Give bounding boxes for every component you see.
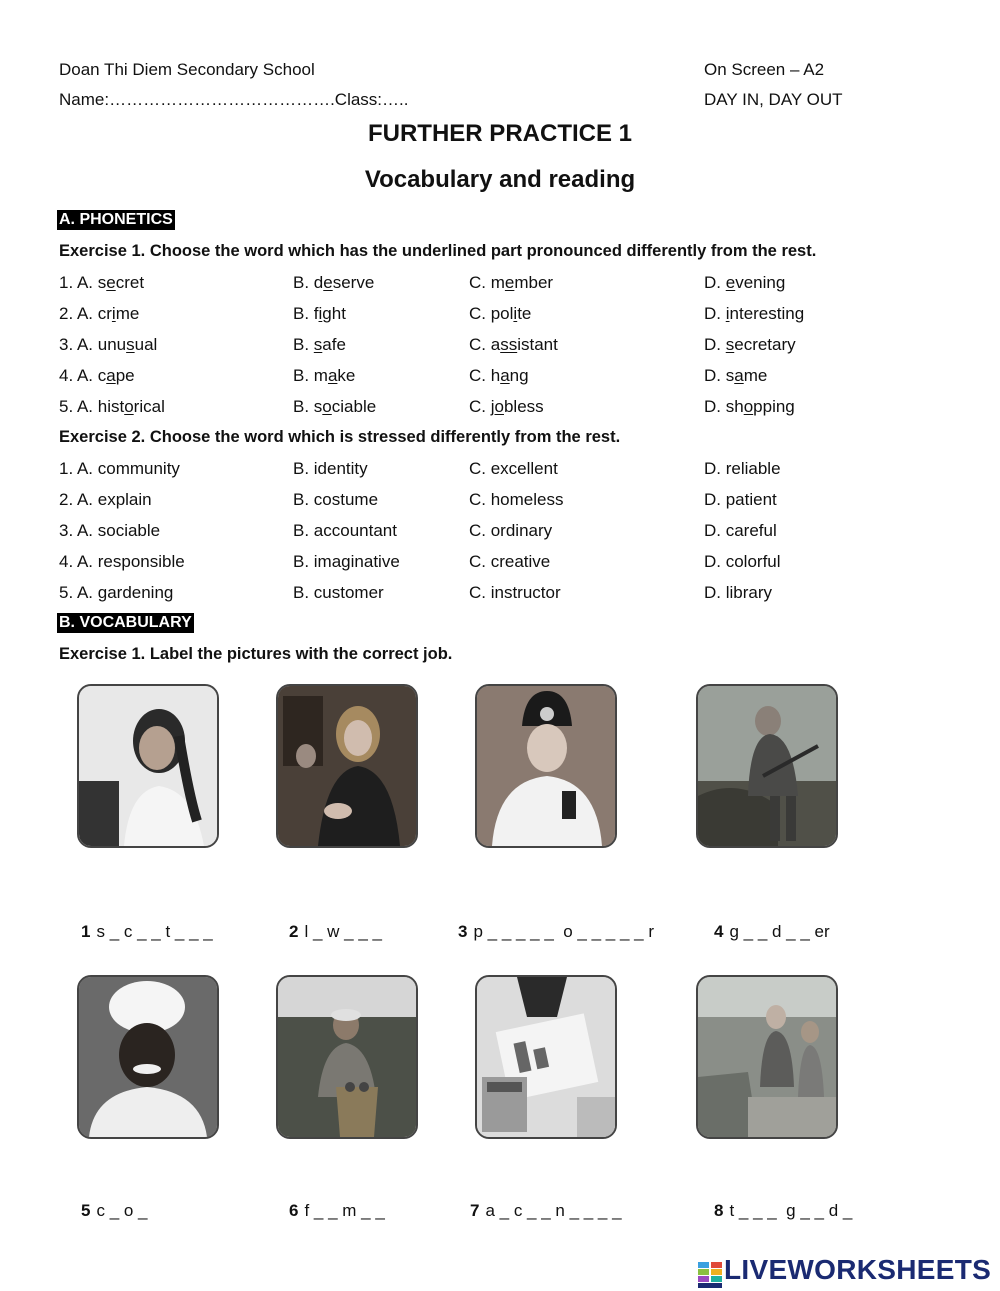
unit-name: DAY IN, DAY OUT — [704, 90, 843, 109]
lawyer-photo — [276, 684, 418, 848]
ex2-q3-option-a: 3. A. sociable — [59, 521, 161, 540]
ex1-q5-option-a: 5. A. historical — [59, 397, 165, 416]
ex1-q1-option-a: 1. A. secret — [59, 273, 145, 292]
ex2-q2-option-d: D. patient — [704, 490, 777, 509]
job-label-4: 4 g _ _ d _ _ er — [714, 922, 830, 941]
ex1-q3-option-b: B. safe — [293, 335, 346, 354]
ex1-q2-option-d: D. interesting — [704, 304, 805, 323]
ex1-q1-option-d: D. evening — [704, 273, 786, 292]
ex2-q5-option-b: B. customer — [293, 583, 384, 602]
exercise2-instruction: Exercise 2. Choose the word which is stressed differently from the rest. — [59, 428, 621, 446]
job-label-6: 6 f _ _ m _ _ — [289, 1201, 385, 1220]
ex1-q1-option-c: C. member — [469, 273, 554, 292]
ex1-q2-option-c: C. polite — [469, 304, 532, 323]
name-class-line: Name:………………………………….Class:….. — [59, 90, 409, 109]
ex2-q3-option-d: D. careful — [704, 521, 777, 540]
ex2-q4-option-d: D. colorful — [704, 552, 781, 571]
exercise1-instruction: Exercise 1. Choose the word which has the underlined part pronounced differently from the rest. — [59, 242, 817, 260]
job-label-8: 8 t _ _ _ g _ _ d _ — [714, 1201, 853, 1220]
ex1-q4-option-d: D. same — [704, 366, 768, 385]
liveworksheets-logo-text: LIVEWORKSHEETS — [724, 1254, 992, 1285]
section-vocabulary-heading: B. VOCABULARY — [59, 614, 192, 631]
ex1-q3-option-a: 3. A. unusual — [59, 335, 158, 354]
ex2-q4-option-b: B. imaginative — [293, 552, 400, 571]
ex1-q5-option-b: B. sociable — [293, 397, 377, 416]
section-phonetics-heading: A. PHONETICS — [59, 211, 173, 228]
ex1-q4-option-b: B. make — [293, 366, 356, 385]
ex2-q3-option-b: B. accountant — [293, 521, 397, 540]
job-label-7: 7 a _ c _ _ n _ _ _ _ — [470, 1201, 622, 1220]
ex1-q5-option-d: D. shopping — [704, 397, 795, 416]
gardener-photo — [696, 684, 838, 848]
ex1-q4-option-a: 4. A. cape — [59, 366, 135, 385]
accountant-photo — [475, 975, 617, 1139]
ex2-q2-option-b: B. costume — [293, 490, 379, 509]
cook-photo — [77, 975, 219, 1139]
ex2-q1-option-c: C. excellent — [469, 459, 558, 478]
ex2-q1-option-d: D. reliable — [704, 459, 781, 478]
ex2-q4-option-a: 4. A. responsible — [59, 552, 185, 571]
liveworksheets-logo-icon — [698, 1262, 722, 1288]
job-label-1: 1 s _ c _ _ t _ _ _ — [81, 922, 213, 941]
police-officer-photo — [475, 684, 617, 848]
ex1-q2-option-b: B. fight — [293, 304, 346, 323]
job-label-3: 3 p _ _ _ _ _ o _ _ _ _ _ r — [458, 922, 654, 941]
ex2-q1-option-b: B. identity — [293, 459, 368, 478]
ex2-q2-option-a: 2. A. explain — [59, 490, 152, 509]
ex1-q2-option-a: 2. A. crime — [59, 304, 140, 323]
secretary-photo — [77, 684, 219, 848]
page-subtitle: Vocabulary and reading — [364, 166, 636, 193]
vocab-exercise1-instruction: Exercise 1. Label the pictures with the correct job. — [59, 645, 453, 663]
farmer-photo — [276, 975, 418, 1139]
ex1-q4-option-c: C. hang — [469, 366, 529, 385]
ex1-q3-option-c: C. assistant — [469, 335, 558, 354]
liveworksheets-logo[interactable] — [698, 1254, 991, 1288]
job-label-2: 2 l _ w _ _ _ — [289, 922, 382, 941]
ex2-q5-option-c: C. instructor — [469, 583, 561, 602]
tour-guide-photo — [696, 975, 838, 1139]
ex2-q5-option-d: D. library — [704, 583, 773, 602]
ex2-q1-option-a: 1. A. community — [59, 459, 180, 478]
ex1-q1-option-b: B. deserve — [293, 273, 375, 292]
ex2-q5-option-a: 5. A. gardening — [59, 583, 174, 602]
course-name: On Screen – A2 — [704, 60, 825, 79]
ex2-q2-option-c: C. homeless — [469, 490, 564, 509]
page-title: FURTHER PRACTICE 1 — [367, 120, 632, 147]
ex2-q3-option-c: C. ordinary — [469, 521, 553, 540]
job-label-5: 5 c _ o _ — [81, 1201, 148, 1220]
ex2-q4-option-c: C. creative — [469, 552, 551, 571]
ex1-q5-option-c: C. jobless — [469, 397, 544, 416]
ex1-q3-option-d: D. secretary — [704, 335, 796, 354]
school-name: Doan Thi Diem Secondary School — [59, 60, 315, 79]
